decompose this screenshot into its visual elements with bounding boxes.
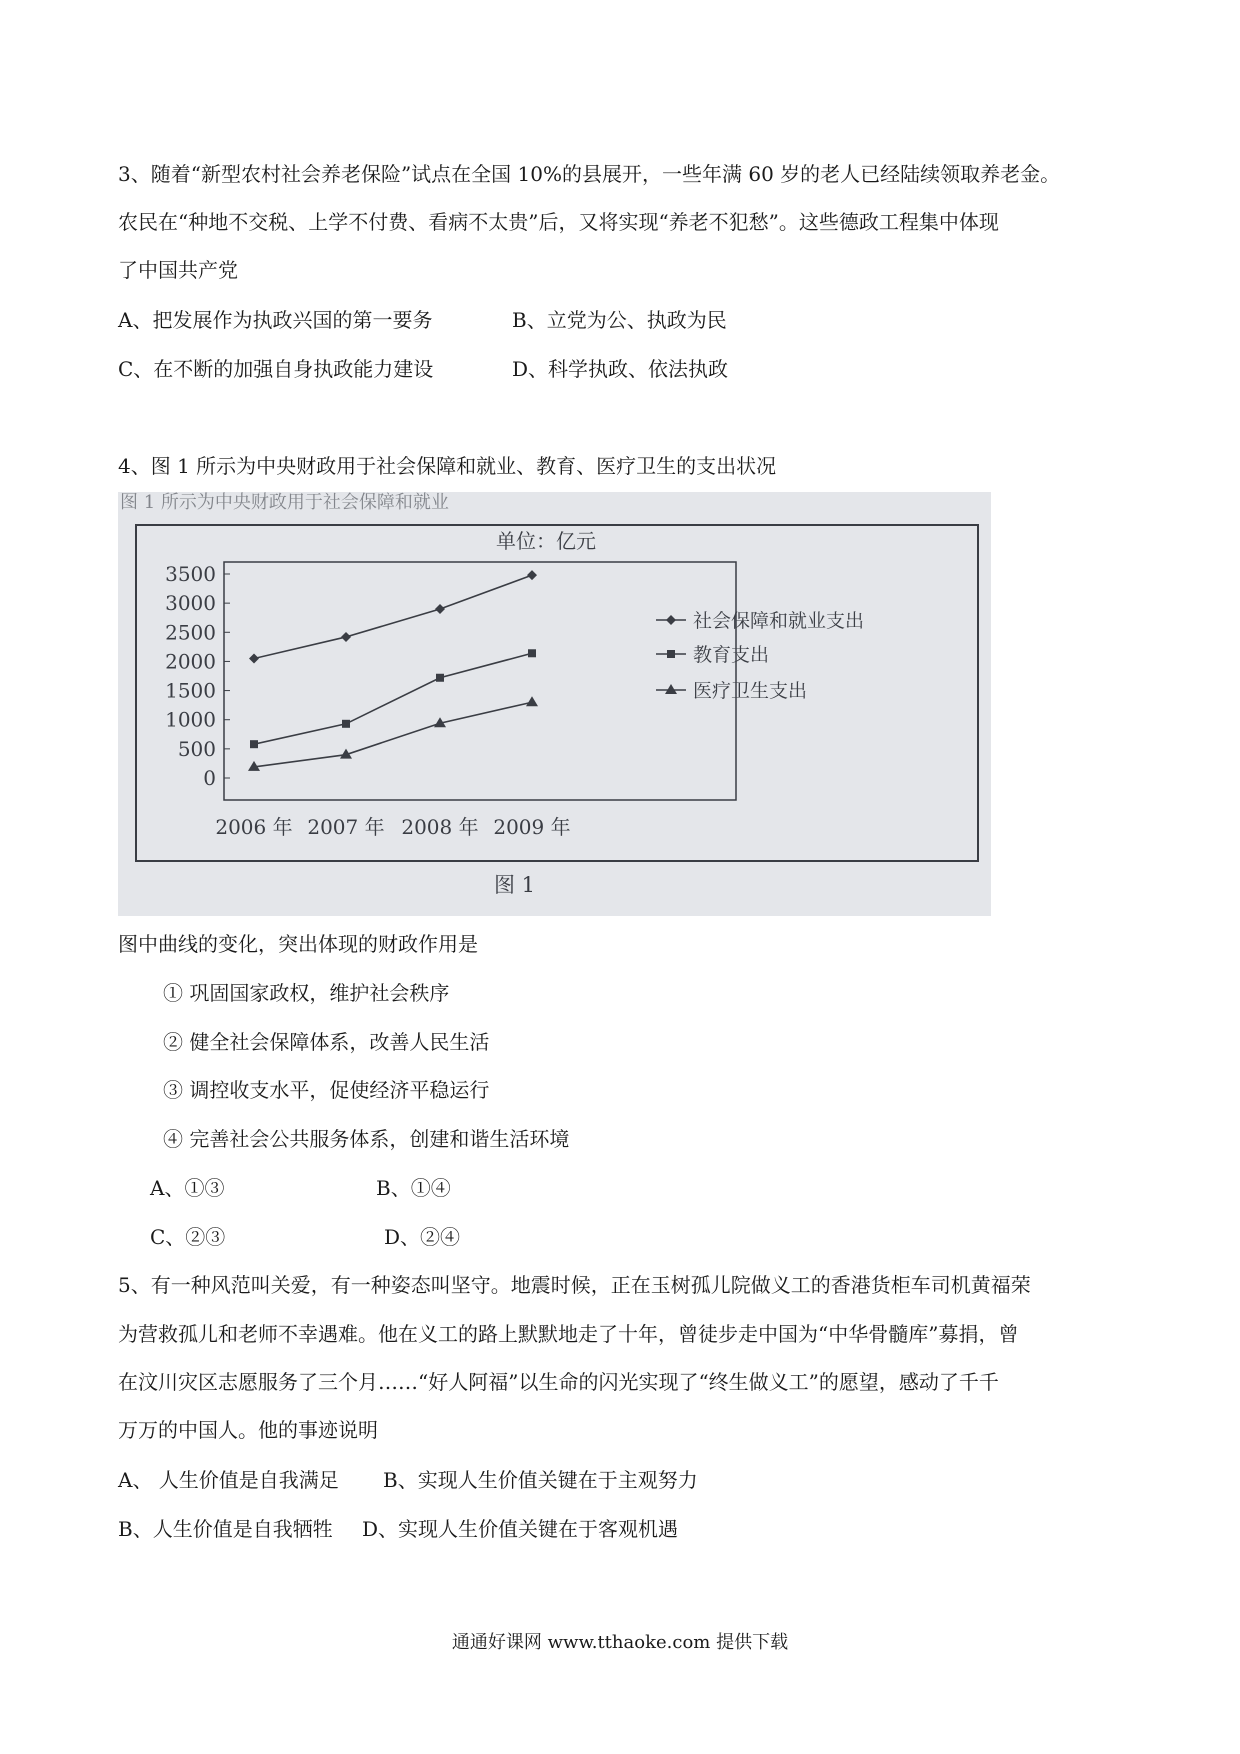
q3-option-a: A、把发展作为执政兴国的第一要务 <box>118 308 433 332</box>
series-line-1 <box>254 575 532 658</box>
series-2-point <box>528 649 536 657</box>
q5-stem-line-2: 为营救孤儿和老师不幸遇难。他在义工的路上默默地走了十年，曾徒步走中国为“中华骨髓库”募捐，曾 <box>118 1322 1019 1346</box>
q3-stem-line-3: 了中国共产党 <box>118 258 238 282</box>
plot-area <box>224 562 736 800</box>
legend-label: 社会保障和就业支出 <box>693 610 865 632</box>
q5-option-a: A、 人生价值是自我满足 <box>118 1468 339 1492</box>
footer-credit: 通通好课网 www.tthaoke.com 提供下载 <box>451 1632 789 1653</box>
legend-label: 教育支出 <box>693 644 770 666</box>
x-tick-label: 2007 年 <box>307 815 385 839</box>
chart-unit-label: 单位：亿元 <box>496 529 596 553</box>
q4-option-d: D、②④ <box>384 1225 461 1249</box>
q4-item-2: ② 健全社会保障体系，改善人民生活 <box>163 1030 490 1054</box>
q4-item-1: ① 巩固国家政权，维护社会秩序 <box>163 981 450 1005</box>
series-1-point <box>341 632 351 642</box>
series-1-point <box>435 604 445 614</box>
q4-option-a: A、①③ <box>150 1176 225 1200</box>
y-tick-label: 2000 <box>165 649 216 674</box>
legend-marker <box>666 615 676 625</box>
q3-option-d: D、科学执政、依法执政 <box>512 357 729 381</box>
q3-stem-line-2: 农民在“种地不交税、上学不付费、看病不太贵”后，又将实现“养老不犯愁”。这些德政工程集中体现 <box>118 210 999 234</box>
x-tick-label: 2006 年 <box>215 815 293 839</box>
series-1-point <box>249 654 259 664</box>
series-2-point <box>342 720 350 728</box>
q4-option-b: B、①④ <box>376 1176 451 1200</box>
y-tick-label: 2500 <box>165 620 216 645</box>
series-3-point <box>526 696 538 706</box>
legend-marker <box>665 684 677 694</box>
y-tick-label: 1000 <box>165 707 216 732</box>
q5-option-b: B、实现人生价值关键在于主观努力 <box>383 1468 698 1492</box>
y-tick-label: 1500 <box>165 678 216 703</box>
q5-stem-line-3: 在汶川灾区志愿服务了三个月……“好人阿福”以生命的闪光实现了“终生做义工”的愿望，感动了千千 <box>118 1370 999 1394</box>
q5-option-d: D、实现人生价值关键在于客观机遇 <box>362 1517 679 1541</box>
q4-item-4: ④ 完善社会公共服务体系，创建和谐生活环境 <box>163 1127 570 1151</box>
q4-stem: 4、图 1 所示为中央财政用于社会保障和就业、教育、医疗卫生的支出状况 <box>118 454 777 478</box>
series-2-point <box>250 740 258 748</box>
figure-1-photo <box>118 492 991 916</box>
q4-question: 图中曲线的变化，突出体现的财政作用是 <box>118 932 478 956</box>
series-1-point <box>527 570 537 580</box>
y-tick-label: 500 <box>177 736 216 761</box>
q3-stem-line-1: 3、随着“新型农村社会养老保险”试点在全国 10%的县展开，一些年满 60 岁的老人已经陆续领取养老金。 <box>118 162 1061 186</box>
q3-option-b: B、立党为公、执政为民 <box>512 308 727 332</box>
q4-option-c: C、②③ <box>150 1225 226 1249</box>
q5-stem-line-1: 5、有一种风范叫关爱，有一种姿态叫坚守。地震时候，正在玉树孤儿院做义工的香港货柜车司机黄福荣 <box>118 1273 1031 1297</box>
y-tick-label: 0 <box>203 766 216 790</box>
legend-marker <box>667 650 675 658</box>
x-tick-label: 2008 年 <box>401 815 479 839</box>
y-tick-label: 3500 <box>165 562 216 586</box>
series-line-2 <box>254 653 532 744</box>
figure-frame <box>136 525 978 861</box>
y-tick-label: 3000 <box>165 591 216 616</box>
figure-caption: 图 1 <box>494 873 536 897</box>
q3-option-c: C、在不断的加强自身执政能力建设 <box>118 357 434 381</box>
expense-line-chart <box>118 492 991 916</box>
q5-stem-line-4: 万万的中国人。他的事迹说明 <box>118 1418 378 1442</box>
q4-item-3: ③ 调控收支水平，促使经济平稳运行 <box>163 1078 490 1102</box>
photo-header-text: 图 1 所示为中央财政用于社会保障和就业 <box>120 492 449 513</box>
series-2-point <box>436 674 444 682</box>
legend-label: 医疗卫生支出 <box>693 680 808 702</box>
q5-option-b-second: B、人生价值是自我牺牲 <box>118 1517 333 1541</box>
x-tick-label: 2009 年 <box>493 815 571 839</box>
